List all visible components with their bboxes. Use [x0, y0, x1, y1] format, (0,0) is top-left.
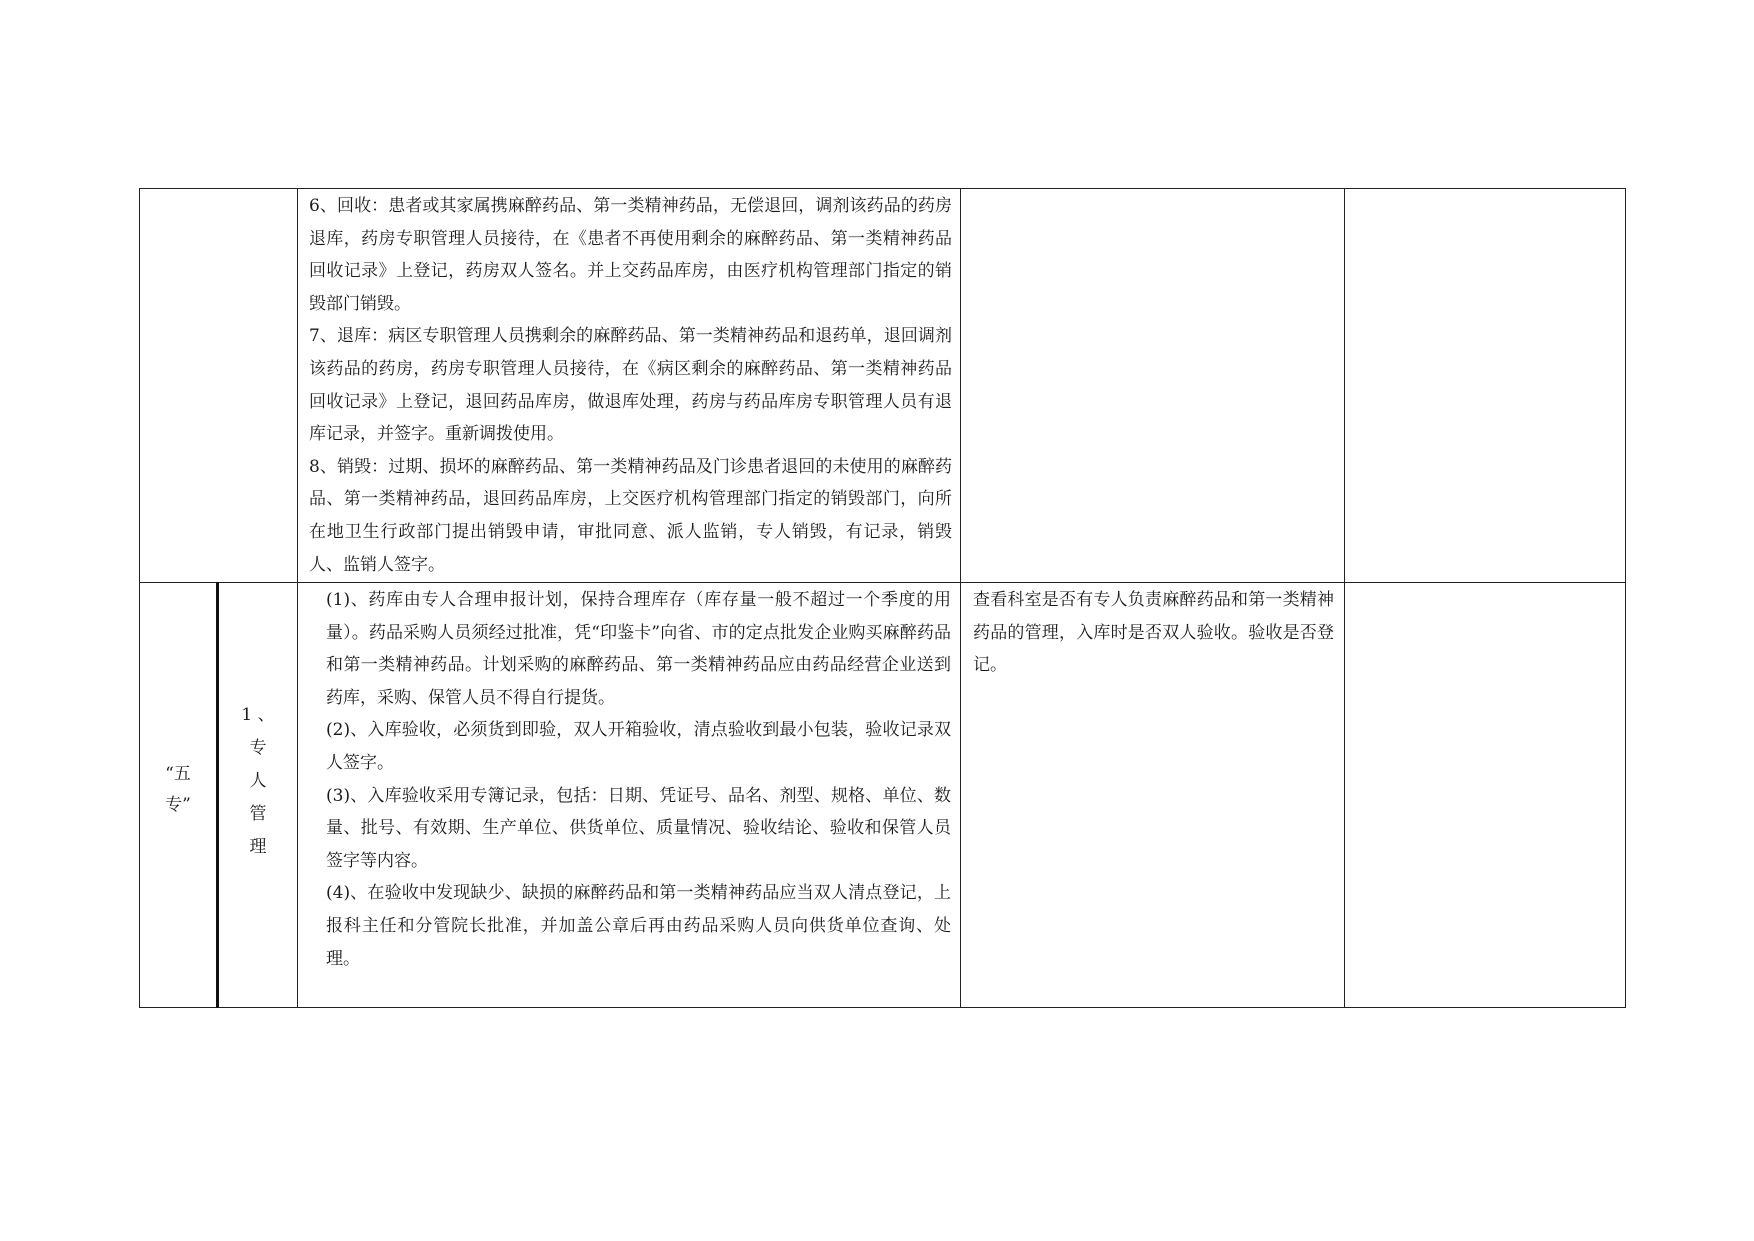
table-row — [140, 189, 1626, 583]
section-cell — [140, 583, 218, 1008]
remark-cell — [1345, 189, 1626, 583]
paragraph-destruction: 8、销毁：过期、损坏的麻醉药品、第一类精神药品及门诊患者退回的未使用的麻醉药品、第一类精神药品，退回药品库房，上交医疗机构管理部门指定的销毁部门，向所在地卫生行政部门提出销毁申请，审批同意、派人监销，专人销毁，有记录，销毁人、监销人签字。 — [309, 456, 952, 575]
paragraph-acceptance: (2)、入库验收，必须货到即验，双人开箱验收，清点验收到最小包装，验收记录双人签字。 — [326, 720, 951, 773]
paragraph-procurement: (1)、药库由专人合理申报计划，保持合理库存（库存量一般不超过一个季度的用量）。药品采购人员须经过批准，凭“印鉴卡”向省、市的定点批发企业购买麻醉药品和第一类精神药品。计划采购的麻醉药品、第一类精神药品应由药品经营企业送到药库，采购、保管人员不得自行提货。 — [326, 590, 951, 708]
section-label: “五 专” — [165, 764, 191, 815]
subsection-cell — [218, 583, 298, 1008]
check-method-cell — [961, 189, 1345, 583]
table-row — [140, 583, 1626, 1008]
content-cell — [298, 189, 961, 583]
paragraph-shortage: (4)、在验收中发现缺少、缺损的麻醉药品和第一类精神药品应当双人清点登记，上报科主任和分管院长批准，并加盖公章后再由药品采购人员向供货单位查询、处理。 — [326, 883, 951, 969]
check-method-cell: 查看科室是否有专人负责麻醉药品和第一类精神药品的管理，入库时是否双人验收。验收是否登记。 — [961, 583, 1345, 1008]
paragraph-register: (3)、入库验收采用专簿记录，包括：日期、凭证号、品名、剂型、规格、单位、数量、批号、有效期、生产单位、供货单位、质量情况、验收结论、验收和保管人员签字等内容。 — [326, 785, 951, 871]
content-cell — [298, 583, 961, 1008]
remark-cell — [1345, 583, 1626, 1008]
regulation-table — [139, 188, 1626, 1008]
paragraph-return-stock: 7、退库：病区专职管理人员携剩余的麻醉药品、第一类精神药品和退药单，退回调剂该药品的药房，药房专职管理人员接待，在《病区剩余的麻醉药品、第一类精神药品回收记录》上登记，退回药品库房，做退库处理，药房与药品库房专职管理人员有退库记录，并签字。重新调拨使用。 — [309, 326, 952, 445]
paragraph-recovery: 6、回收：患者或其家属携麻醉药品、第一类精神药品，无偿退回，调剂该药品的药房退库，药房专职管理人员接待，在《患者不再使用剩余的麻醉药品、第一类精神药品回收记录》上登记，药房双人签名。并上交药品库房，由医疗机构管理部门指定的销毁部门销毁。 — [309, 196, 952, 314]
subsection-label: 1 、 专 人 管 理 — [241, 705, 275, 857]
empty-section-cell — [140, 189, 298, 583]
